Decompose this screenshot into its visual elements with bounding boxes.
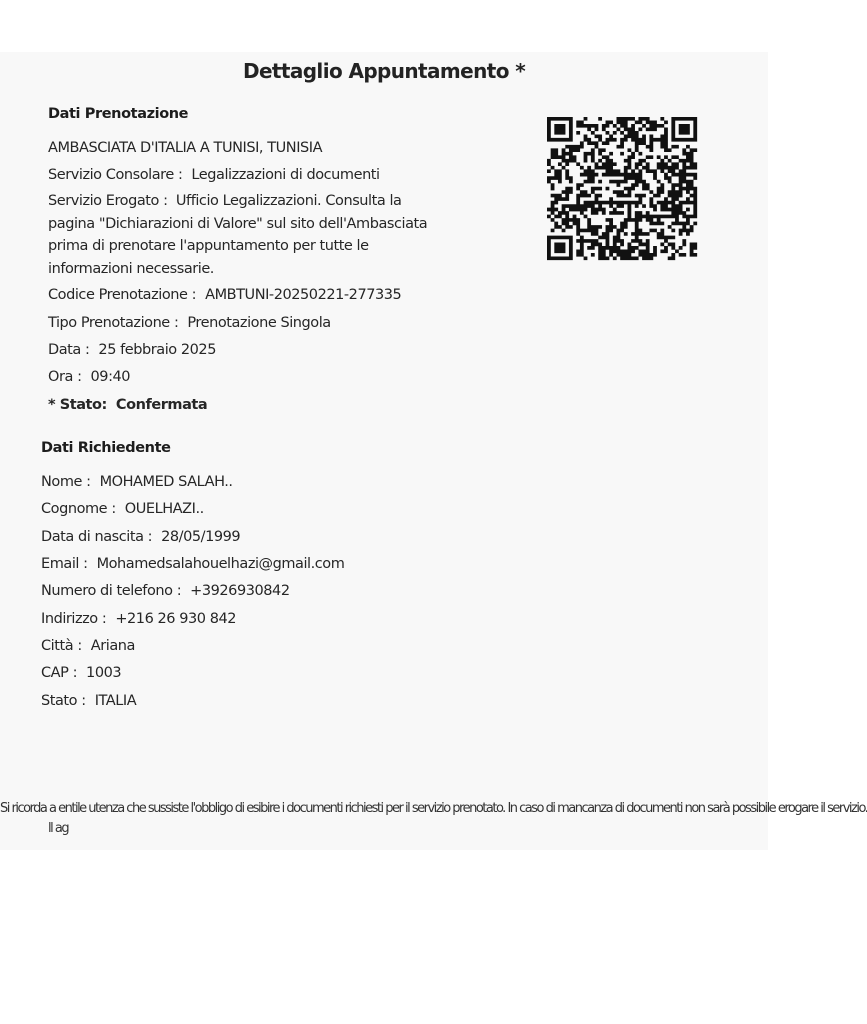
status-badge: Confermata xyxy=(115,397,208,413)
applicant-country-row xyxy=(41,690,136,712)
applicant-birth-label: Data di nascita : xyxy=(41,529,153,545)
booking-code-value: AMBTUNI-20250221-277335 xyxy=(205,287,402,303)
consular-service-label: Servizio Consolare : xyxy=(48,167,183,183)
consular-service-row xyxy=(48,164,380,186)
applicant-surname-row xyxy=(41,498,204,520)
applicant-address-row xyxy=(41,608,236,630)
booking-type-row xyxy=(48,312,331,334)
footer-note: Si ricorda a entile utenza che sussiste l'obbligo di esibire i documenti richiesti per il servizio prenotato. In caso di mancanza di documenti non sarà possibile erogare il servizio. xyxy=(0,801,867,816)
service-provided-row xyxy=(48,190,443,280)
booking-time-label: Ora : xyxy=(48,369,82,385)
footer-note-continuation: ll ag xyxy=(48,821,69,836)
service-provided-value: Ufficio Legalizzazioni. Consulta la pagina "Dichiarazioni di Valore" sul sito dell'Ambasciata prima di prenotare l'appuntamento per tutte le informazioni necessarie. xyxy=(48,193,428,277)
booking-code-label: Codice Prenotazione : xyxy=(48,287,197,303)
applicant-phone-value: +3926930842 xyxy=(190,583,290,599)
applicant-name-label: Nome : xyxy=(41,474,91,490)
applicant-address-value: +216 26 930 842 xyxy=(115,611,237,627)
booking-code-row xyxy=(48,284,401,306)
applicant-name-row xyxy=(41,471,233,493)
booking-status-label: * Stato: xyxy=(48,397,107,413)
service-provided-label: Servizio Erogato : xyxy=(48,193,168,209)
booking-type-value: Prenotazione Singola xyxy=(187,315,331,331)
booking-type-label: Tipo Prenotazione : xyxy=(48,315,179,331)
applicant-surname-label: Cognome : xyxy=(41,501,116,517)
applicant-birth-value: 28/05/1999 xyxy=(161,529,241,545)
applicant-email-row xyxy=(41,553,344,575)
booking-time-value: 09:40 xyxy=(90,369,131,385)
qr-code-icon xyxy=(547,117,697,260)
applicant-phone-label: Numero di telefono : xyxy=(41,583,182,599)
applicant-country-value: ITALIA xyxy=(94,693,137,709)
booking-time-row xyxy=(48,366,130,388)
booking-section-title: Dati Prenotazione xyxy=(48,106,189,122)
applicant-address-label: Indirizzo : xyxy=(41,611,107,627)
applicant-city-label: Città : xyxy=(41,638,82,654)
applicant-cap-value: 1003 xyxy=(86,665,122,681)
page-title: Dettaglio Appuntamento * xyxy=(242,59,526,83)
applicant-phone-row xyxy=(41,580,290,602)
booking-date-label: Data : xyxy=(48,342,90,358)
applicant-email-label: Email : xyxy=(41,556,88,572)
applicant-cap-label: CAP : xyxy=(41,665,78,681)
booking-status-row xyxy=(48,394,207,416)
office-name: AMBASCIATA D'ITALIA A TUNISI, TUNISIA xyxy=(48,140,323,156)
booking-date-row xyxy=(48,339,216,361)
applicant-cap-row xyxy=(41,662,121,684)
applicant-surname-value: OUELHAZI.. xyxy=(124,501,204,517)
applicant-city-row xyxy=(41,635,135,657)
applicant-email-value: Mohamedsalahouelhazi@gmail.com xyxy=(96,556,345,572)
applicant-section-title: Dati Richiedente xyxy=(41,440,171,456)
applicant-country-label: Stato : xyxy=(41,693,86,709)
applicant-birth-row xyxy=(41,526,240,548)
applicant-name-value: MOHAMED SALAH.. xyxy=(99,474,233,490)
applicant-city-value: Ariana xyxy=(90,638,135,654)
booking-date-value: 25 febbraio 2025 xyxy=(98,342,216,358)
consular-service-value: Legalizzazioni di documenti xyxy=(191,167,380,183)
